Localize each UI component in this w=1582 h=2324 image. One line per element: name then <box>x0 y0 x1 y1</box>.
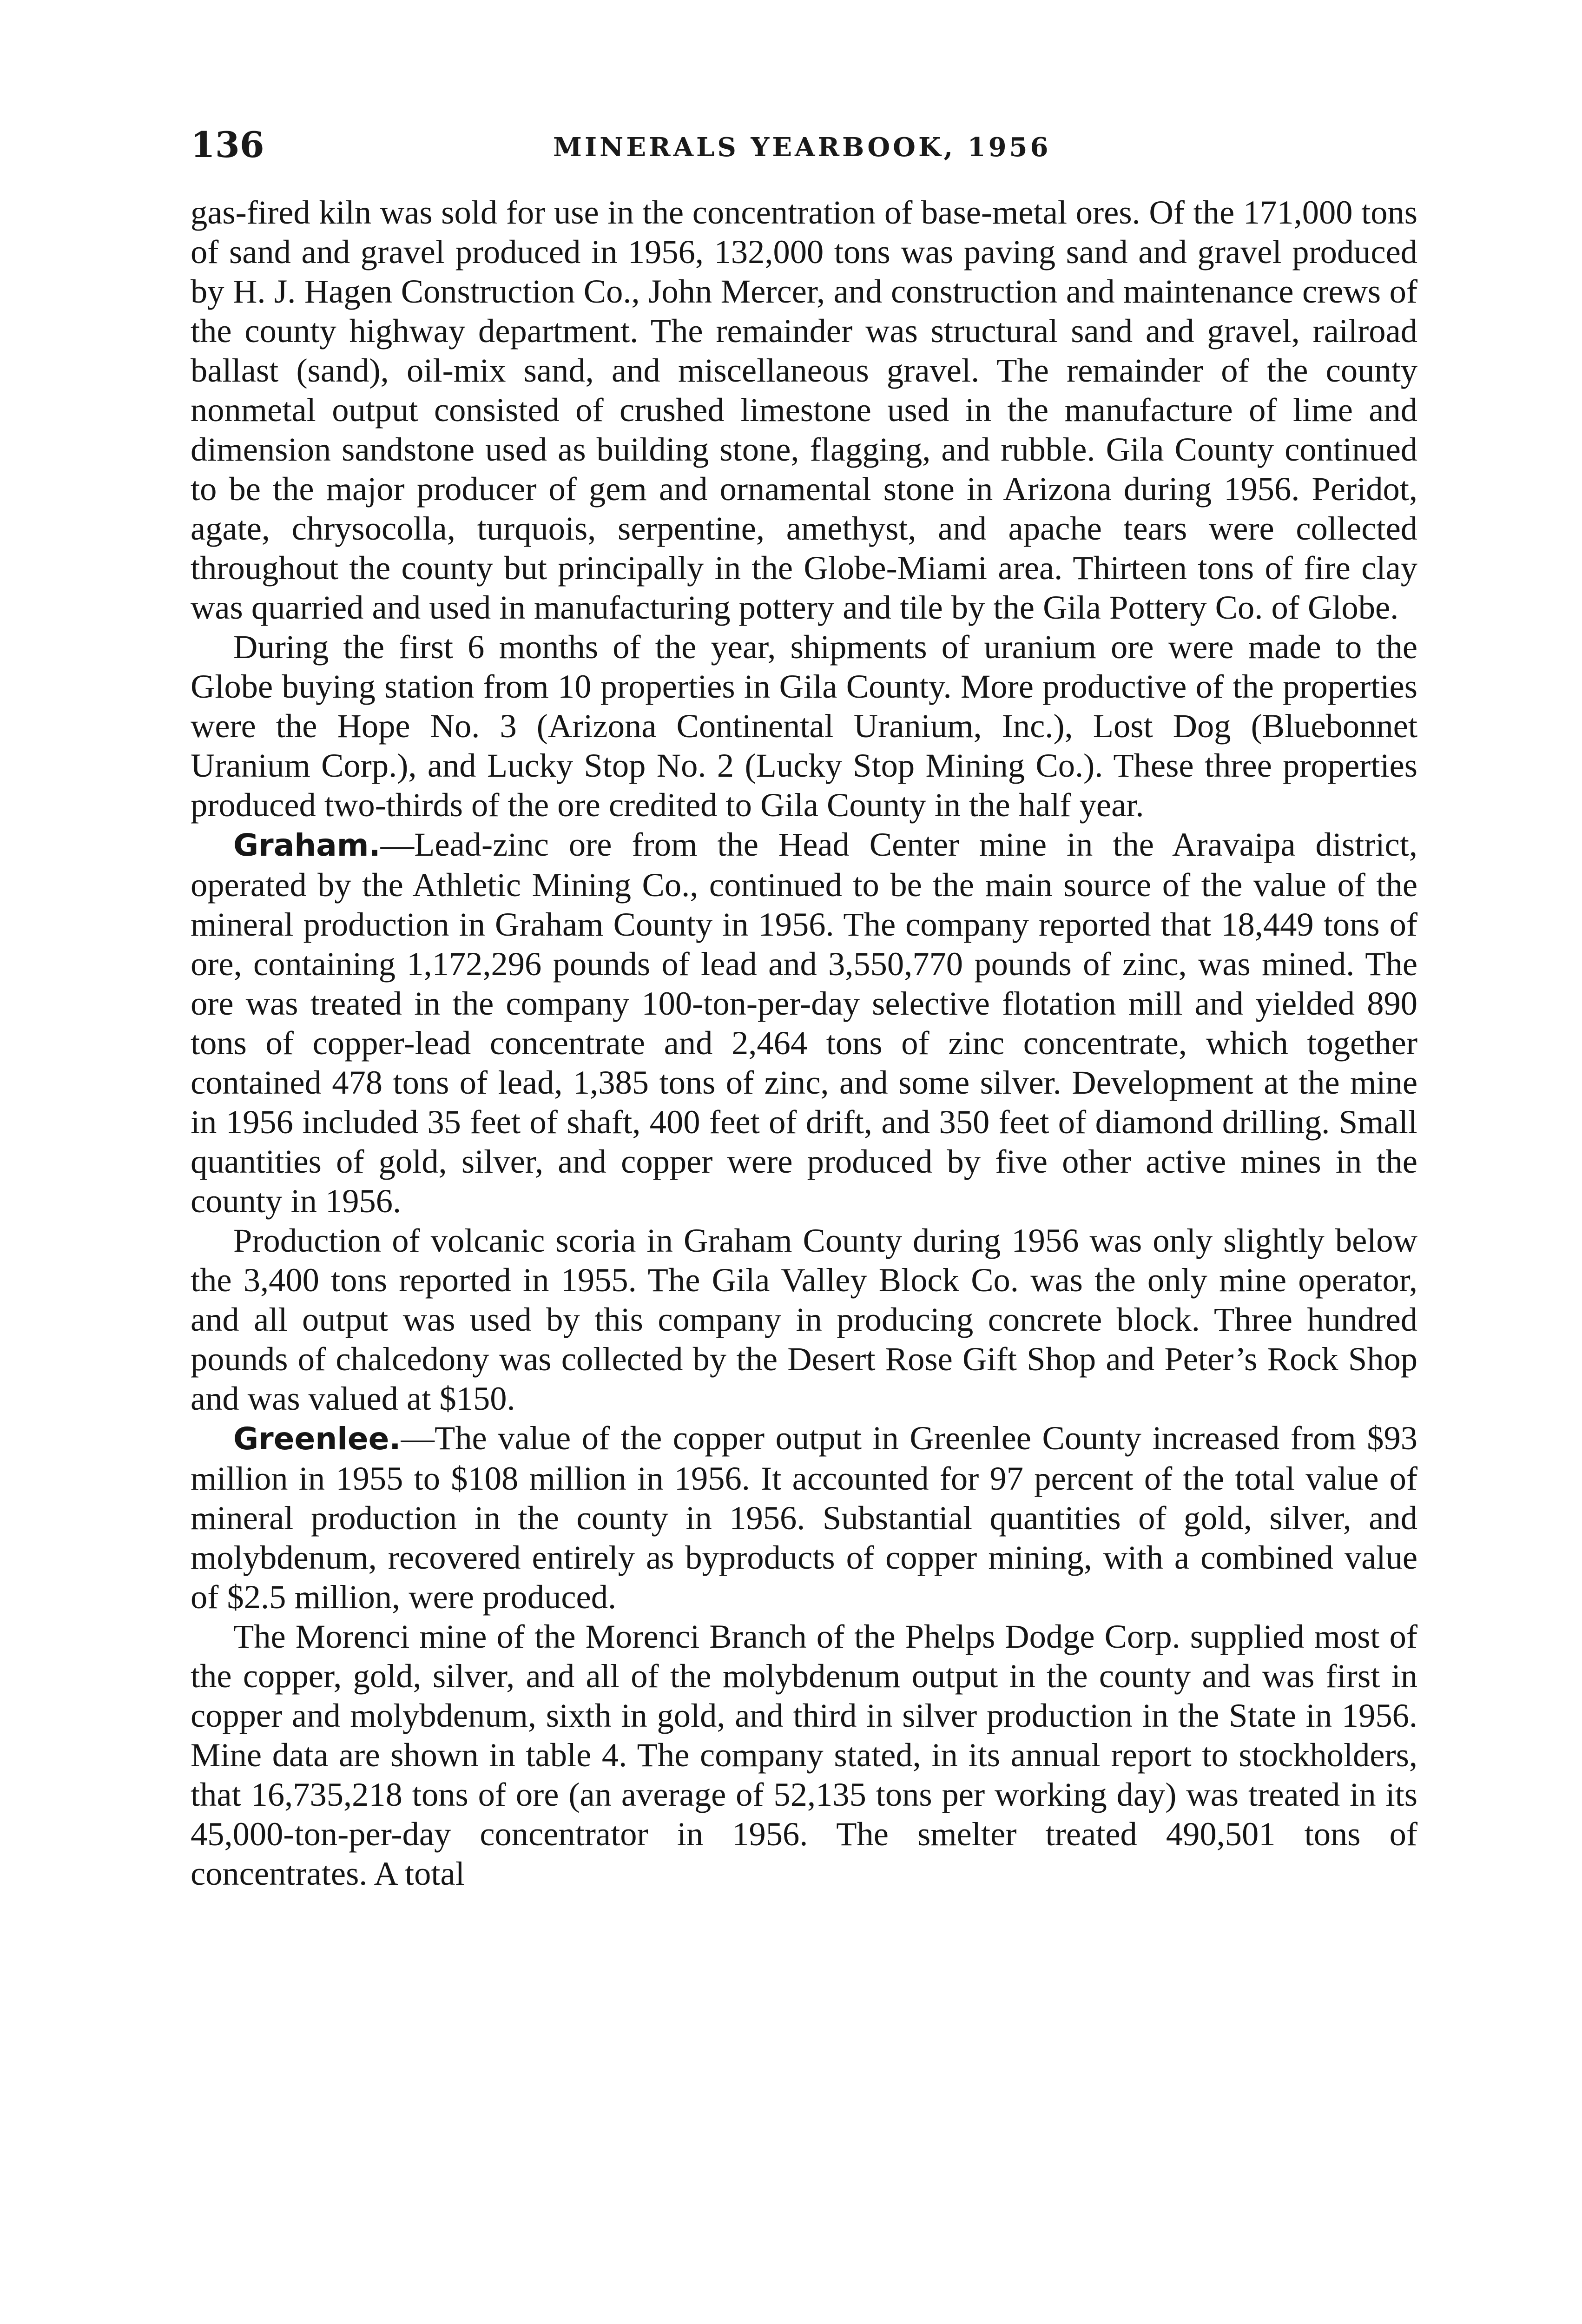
paragraph-greenlee-copper <box>191 1418 1417 1617</box>
paragraph-text: —The value of the copper output in Greenlee County increased from $93 million in 1955 to $108 million in 1956. It accounted for 97 percent of the total value of mineral production in the county in 1956. Substantial quantities of gold, silver, and molybdenum, recovered entirely as byproducts of copper mining, with a combined value of $2.5 million, were produced. <box>191 1419 1417 1616</box>
paragraph-gila-nonmetals: gas-fired kiln was sold for use in the concentration of base-metal ores. Of the 171,000 tons of sand and gravel produced in 1956, 132,000 tons was paving sand and gravel produced by H. J. Hagen Construction Co., John Mercer, and construction and maintenance crews of the county highway department. The remainder was structural sand and gravel, railroad ballast (sand), oil-mix sand, and miscellaneous gravel. The remainder of the county nonmetal output consisted of crushed limestone used in the manufacture of lime and dimension sandstone used as building stone, flagging, and rubble. Gila County continued to be the major producer of gem and ornamental stone in Arizona during 1956. Peridot, agate, chrysocolla, turquois, serpentine, amethyst, and apache tears were collected throughout the county but principally in the Globe-Miami area. Thirteen tons of fire clay was quarried and used in manufacturing pottery and tile by the Gila Pottery Co. of Globe. <box>191 193 1417 626</box>
body-text <box>191 192 1417 1893</box>
paragraph-graham-lead-zinc <box>191 825 1417 1221</box>
paragraph-text: —Lead-zinc ore from the Head Center mine in the Aravaipa district, operated by the Athletic Mining Co., continued to be the main source of the value of the mineral production in Graham County in 1956. The company reported that 18,449 tons of ore, containing 1,172,296 pounds of lead and 3,550,770 pounds of zinc, was mined. The ore was treated in the company 100-ton-per-day selective flotation mill and yielded 890 tons of copper-lead concentrate and 2,464 tons of zinc concentrate, which together contained 478 tons of lead, 1,385 tons of zinc, and some silver. Development at the mine in 1956 included 35 feet of shaft, 400 feet of drift, and 350 feet of diamond drilling. Small quantities of gold, silver, and copper were produced by five other active mines in the county in 1956. <box>191 825 1417 1220</box>
running-head: MINERALS YEARBOOK, 1956 <box>553 132 1051 163</box>
section-heading-greenlee: Greenlee. <box>233 1421 401 1457</box>
page-number: 136 <box>191 124 264 165</box>
paragraph-graham-scoria: Production of volcanic scoria in Graham County during 1956 was only slightly below the 3,400 tons reported in 1955. The Gila Valley Block Co. was the only mine operator, and all output was used by this company in producing concrete block. Three hundred pounds of chalcedony was collected by the Desert Rose Gift Shop and Peter’s Rock Shop and was valued at $150. <box>191 1221 1417 1417</box>
paragraph-gila-uranium: During the first 6 months of the year, shipments of uranium ore were made to the Globe buying station from 10 properties in Gila County. More productive of the properties were the Hope No. 3 (Arizona Continental Uranium, Inc.), Lost Dog (Bluebonnet Uranium Corp.), and Lucky Stop No. 2 (Lucky Stop Mining Co.). These three properties produced two-thirds of the ore credited to Gila County in the half year. <box>191 628 1417 824</box>
page-header <box>191 122 1455 173</box>
section-heading-graham: Graham. <box>233 827 381 863</box>
paragraph-morenci-mine: The Morenci mine of the Morenci Branch of the Phelps Dodge Corp. supplied most of the copper, gold, silver, and all of the molybdenum output in the county and was first in copper and molybdenum, sixth in gold, and third in silver production in the State in 1956. Mine data are shown in table 4. The company stated, in its annual report to stockholders, that 16,735,218 tons of ore (an average of 52,135 tons per working day) was treated in its 45,000-ton-per-day concentrator in 1956. The smelter treated 490,501 tons of concentrates. A total <box>191 1618 1417 1892</box>
